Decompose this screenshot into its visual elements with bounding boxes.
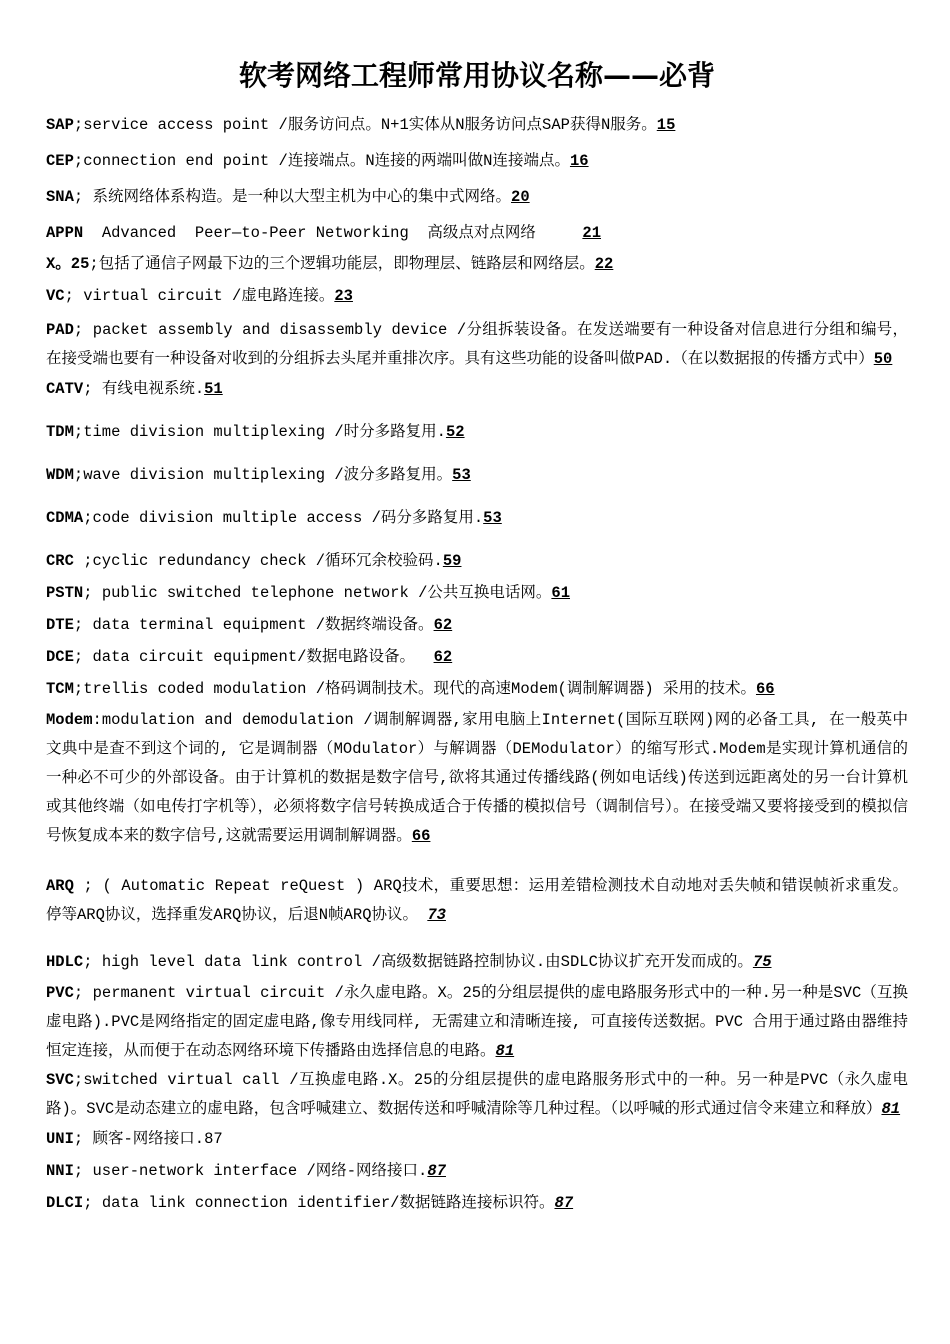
entry-text: ; data link connection identifier/数据链路连接标识符。 <box>83 1194 555 1212</box>
entry-text: ; packet assembly and disassembly device /分组拆装设备。在发送端要有一种设备对信息进行分组和编号，在接受端也要有一种设备对收到的分组拆去头尾并重排次序。具有这些功能的设备叫做PAD.（在以数据报的传播方式中） <box>46 321 908 368</box>
page-ref: 50 <box>873 350 893 368</box>
entry-text: ; high level data link control /高级数据链路控制协议.由SDLC协议扩充开发而成的。 <box>83 953 753 971</box>
entry-text: ;trellis coded modulation /格码调制技术。现代的高速Modem(调制解调器) 采用的技术。 <box>73 680 756 698</box>
entry-appn <box>46 222 908 244</box>
entry-text: ;包括了通信子网最下边的三个逻辑功能层，即物理层、链路层和网络层。 <box>89 255 595 273</box>
entry-wdm <box>46 464 908 486</box>
page-ref: 51 <box>204 380 223 398</box>
entry-text: ; 顾客-网络接口.87 <box>73 1130 223 1148</box>
entry-term: CEP <box>46 152 74 170</box>
entry-hdlc <box>46 951 908 973</box>
entry-tcm <box>46 678 908 700</box>
entry-text: ;connection end point /连接端点。N连接的两端叫做N连接端点。 <box>73 152 570 170</box>
entry-sna <box>46 186 908 208</box>
entry-term: SNA <box>46 188 74 206</box>
entry-tdm <box>46 421 908 443</box>
document-title: 软考网络工程师常用协议名称——必背 <box>238 59 715 92</box>
entry-term: CDMA <box>46 509 84 527</box>
entry-text: ; ( Automatic Repeat reQuest ) ARQ技术，重要思想：运用差错检测技术自动地对丢失帧和错误帧祈求重发。停等ARQ协议，选择重发ARQ协议，后退N帧ARQ协议。 <box>46 877 908 924</box>
page-ref: 21 <box>582 224 601 242</box>
entry-text: ; data terminal equipment /数据终端设备。 <box>73 616 434 634</box>
page-ref: 16 <box>569 152 589 170</box>
entry-dce <box>46 646 908 668</box>
entry-text: ; user-network interface /网络-网络接口. <box>73 1162 428 1180</box>
entry-cep <box>46 150 908 172</box>
page-ref: 66 <box>755 680 775 698</box>
entry-text: ;wave division multiplexing /波分多路复用。 <box>73 466 453 484</box>
entry-term: ARQ <box>46 877 74 895</box>
entry-term: SVC <box>46 1071 74 1089</box>
entry-text: ;cyclic redundancy check /循环冗余校验码. <box>73 552 443 570</box>
entry-nni <box>46 1160 908 1182</box>
entry-term: UNI <box>46 1130 74 1148</box>
entry-term: WDM <box>46 466 74 484</box>
page-ref: 66 <box>411 827 431 845</box>
page-ref: 53 <box>483 509 502 527</box>
page-ref: 23 <box>334 287 353 305</box>
entry-term: X。25 <box>46 255 90 273</box>
entry-term: Modem <box>46 711 93 729</box>
entry-dlci <box>46 1192 908 1214</box>
entry-uni <box>46 1128 908 1150</box>
entry-term: HDLC <box>46 953 84 971</box>
entry-term: SAP <box>46 116 74 134</box>
entry-vc <box>46 285 908 307</box>
entry-text: ;service access point /服务访问点。N+1实体从N服务访问点SAP获得N服务。 <box>73 116 657 134</box>
entry-term: DCE <box>46 648 74 666</box>
entry-text: ;code division multiple access /码分多路复用. <box>83 509 484 527</box>
entry-term: CRC <box>46 552 74 570</box>
entry-svc <box>46 1066 908 1124</box>
page-ref: 15 <box>656 116 676 134</box>
entry-text: ;switched virtual call /互换虚电路.X。25的分组层提供的虚电路服务形式中的一种。另一种是PVC（永久虚电路)。SVC是动态建立的虚电路，包含呼喊建立、数据传送和呼喊清除等几种过程。（以呼喊的形式通过信令来建立和释放） <box>46 1071 908 1118</box>
entry-text: ;time division multiplexing /时分多路复用. <box>73 423 446 441</box>
entry-term: TCM <box>46 680 74 698</box>
page-ref: 59 <box>442 552 462 570</box>
page-ref: 75 <box>752 953 772 971</box>
page-ref: 61 <box>551 584 570 602</box>
page-ref: 73 <box>427 906 446 924</box>
entry-sap <box>46 114 908 136</box>
entry-term: VC <box>46 287 65 305</box>
entry-pad <box>46 316 908 374</box>
entry-arq <box>46 872 908 930</box>
entry-pstn <box>46 582 908 604</box>
page-ref: 62 <box>433 648 453 666</box>
entry-term: PAD <box>46 321 74 339</box>
entry-text: ; data circuit equipment/数据电路设备。 <box>73 648 434 666</box>
page-ref: 52 <box>445 423 465 441</box>
document-page <box>46 56 908 1214</box>
entry-text: ; 系统网络体系构造。是一种以大型主机为中心的集中式网络。 <box>73 188 512 206</box>
entry-text: ; 有线电视系统. <box>83 380 205 398</box>
entry-text: Advanced Peer—to-Peer Networking 高级点对点网络 <box>83 224 583 242</box>
entry-text: ; permanent virtual circuit /永久虚电路。X。25的分组层提供的虚电路服务形式中的一种.另一种是SVC（互换虚电路).PVC是网络指定的固定虚电路,像专用线同样, 无需建立和清晰连接, 可直接传送数据。PVC 合用于通过路由器维持恒定连接，从而便于在动态网络环境下传播路由选择信息的电路。 <box>46 984 908 1060</box>
entry-modem <box>46 706 908 851</box>
page-ref: 87 <box>554 1194 574 1212</box>
entry-pvc <box>46 979 908 1066</box>
entry-text: :modulation and demodulation /调制解调器,家用电脑上Internet(国际互联网)网的必备工具, 在一般英中文典中是查不到这个词的, 它是调制器（MOdulator）与解调器（DEModulator）的缩写形式.Modem是实现计算机通信的一种必不可少的外部设备。由于计算机的数据是数字信号,欲将其通过传播线路(例如电话线)传送到远距离处的另一台计算机或其他终端（如电传打字机等），必须将数字信号转换成适合于传播的模拟信号（调制信号）。在接受端又要将接受到的模拟信号恢复成本来的数字信号,这就需要运用调制解调器。 <box>46 711 908 845</box>
entry-dte <box>46 614 908 636</box>
page-ref: 20 <box>511 188 530 206</box>
entry-catv <box>46 378 908 400</box>
page-ref: 81 <box>881 1100 901 1118</box>
entry-term: APPN <box>46 224 84 242</box>
entry-text: ; public switched telephone network /公共互换电话网。 <box>83 584 552 602</box>
entry-x25 <box>46 253 908 275</box>
entry-term: DTE <box>46 616 74 634</box>
entry-term: PSTN <box>46 584 84 602</box>
entry-term: DLCI <box>46 1194 84 1212</box>
page-ref: 87 <box>427 1162 446 1180</box>
entry-crc <box>46 550 908 572</box>
page-ref: 53 <box>452 466 471 484</box>
page-ref: 22 <box>594 255 614 273</box>
entry-text: ; virtual circuit /虚电路连接。 <box>64 287 335 305</box>
entry-term: PVC <box>46 984 74 1002</box>
entry-term: CATV <box>46 380 84 398</box>
page-ref: 81 <box>495 1042 515 1060</box>
page-ref: 62 <box>433 616 453 634</box>
entry-cdma <box>46 507 908 529</box>
entry-term: NNI <box>46 1162 74 1180</box>
entry-term: TDM <box>46 423 74 441</box>
